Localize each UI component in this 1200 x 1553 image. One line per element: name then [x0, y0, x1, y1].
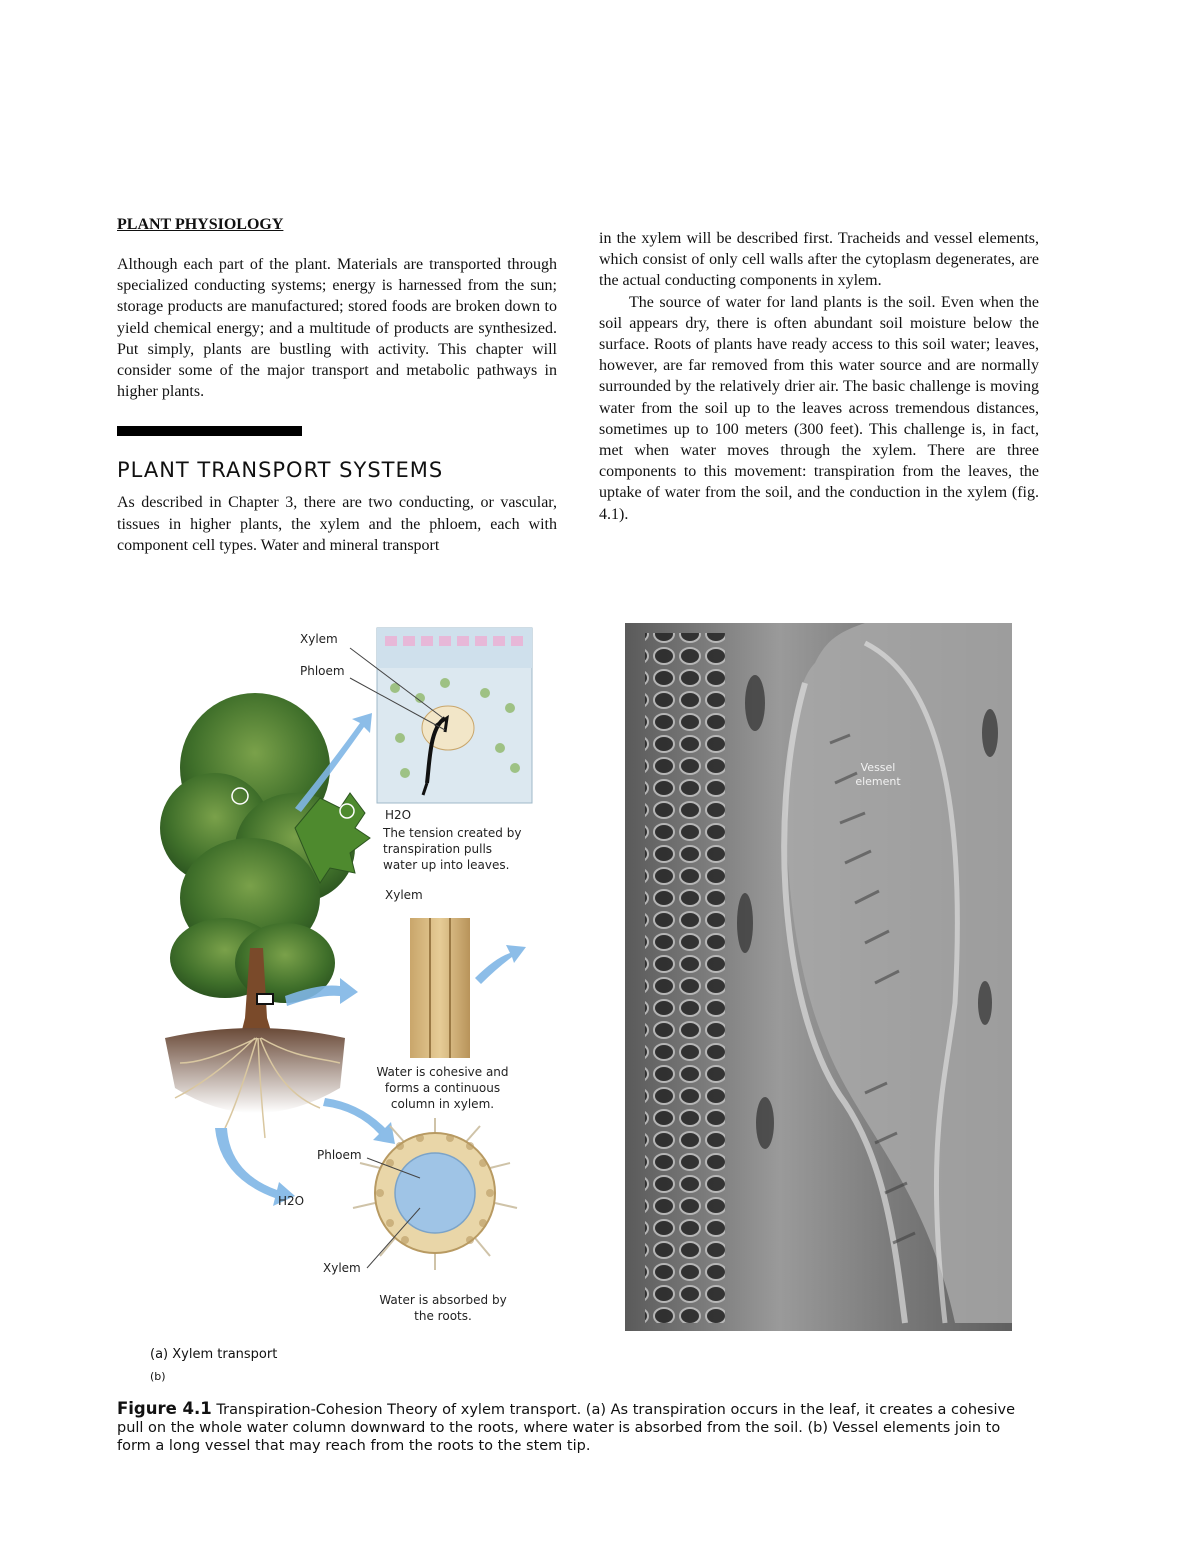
label-tension-text: The tension created by transpiration pulls water up into leaves.: [383, 826, 522, 872]
chapter-kicker: PLANT PHYSIOLOGY: [117, 216, 284, 233]
label-xylem-root: Xylem: [323, 1261, 361, 1275]
figure-caption-text: Transpiration-Cohesion Theory of xylem transport. (a) As transpiration occurs in the leaf, it creates a cohesive pull on the whole water column downward to the roots, where water is absorbed from the soil. (b) Vessel elements join to form a long vessel that may reach from the roots to the stem tip.: [117, 1402, 1016, 1454]
section-rule: [117, 426, 302, 436]
label-h2o-root: H2O: [278, 1194, 305, 1208]
figure-b-caption-mark: (b): [150, 1370, 166, 1383]
figure-b-micrograph: [625, 623, 1012, 1331]
soil-block: [165, 1028, 345, 1113]
label-phloem-root: Phloem: [317, 1148, 362, 1162]
figure-a-illustration: [145, 618, 540, 1323]
label-absorbed-text: Water is absorbed by the roots.: [379, 1293, 507, 1323]
label-h2o-top: H2O: [385, 808, 412, 822]
label-vessel-element: Vessel element: [855, 761, 901, 788]
label-xylem-mid: Xylem: [385, 888, 423, 902]
tree-diagram: [145, 618, 540, 1298]
left-column: [117, 216, 557, 556]
section-paragraph: As described in Chapter 3, there are two conducting, or vascular, tissues in higher plants, the xylem and the phloem, each with component cell types. Water and mineral transport: [117, 494, 557, 554]
figure-a-caption: (a) Xylem transport: [150, 1347, 278, 1362]
xylem-column: [410, 918, 470, 1058]
right-paragraph-1: in the xylem will be described first. Tracheids and vessel elements, which consist of only cell walls after the cytoplasm degenerates, are the actual conducting components in xylem.: [599, 230, 1039, 290]
right-paragraph-2: The source of water for land plants is the soil. Even when the soil appears dry, there is often abundant soil moisture below the surface. Roots of plants have ready access to this soil water; leaves, however, are far removed from this water source and are normally surrounded by the relatively drier air. The basic challenge is moving water from the soil up to the leaves across tremendous distances, sometimes up to 100 meters (300 feet). This challenge is, in fact, met when water moves through the xylem. There are three components to this movement: transpiration from the leaves, the uptake of water from the soil, and the conduction in the xylem (fig. 4.1).: [599, 293, 1039, 523]
label-phloem-top: Phloem: [300, 664, 345, 678]
vessel-micrograph: [625, 623, 1012, 1331]
label-cohesive-text: Water is cohesive and forms a continuous column in xylem.: [376, 1065, 509, 1111]
figure-number: Figure 4.1: [117, 1399, 212, 1418]
leaf-cross-section: [350, 628, 532, 803]
figure-caption: [117, 1400, 1037, 1455]
label-xylem-top: Xylem: [300, 632, 338, 646]
intro-paragraph: Although each part of the plant. Materials are transported through specialized conducting systems; energy is harnessed from the sun; storage products are manufactured; stored foods are broken down to yield chemical energy; and a multitude of products are synthesized. Put simply, plants are bustling with activity. This chapter will consider some of the major transport and metabolic pathways in higher plants.: [117, 256, 557, 401]
section-heading: PLANT TRANSPORT SYSTEMS: [117, 458, 444, 483]
right-column: [599, 228, 1039, 525]
